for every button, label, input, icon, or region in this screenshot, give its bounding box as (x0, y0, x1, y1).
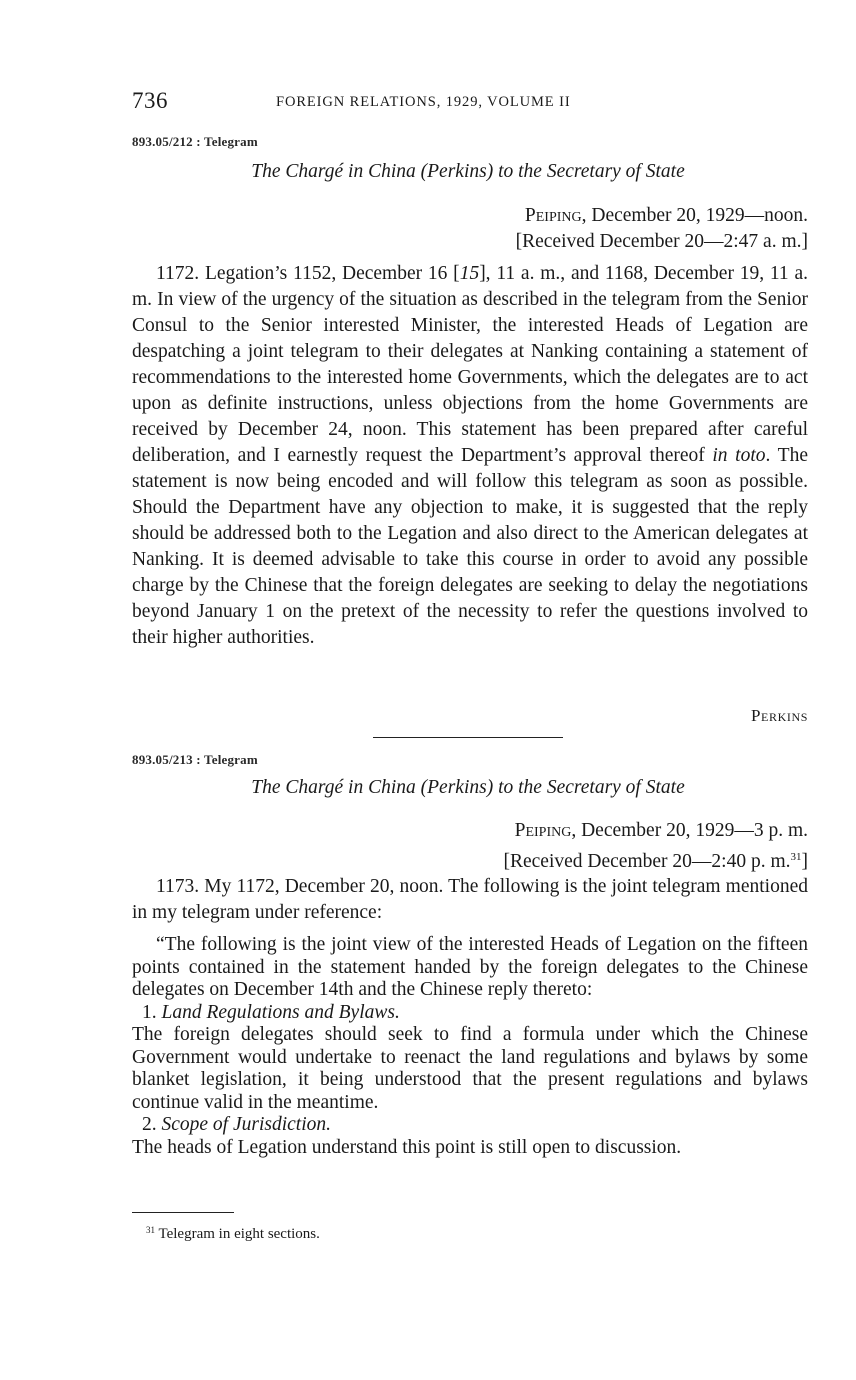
point-number: 1. (142, 1001, 157, 1023)
telegram-body: 1173. My 1172, December 20, noon. The following is the joint telegram mentioned in my telegram under reference: (132, 876, 808, 923)
document-title: The Chargé in China (Perkins) to the Secretary of State (251, 777, 685, 798)
quote-intro: “The following is the joint view of the interested Heads of Legation on the fifteen points contained in the statement handed by the foreign delegates to the Chinese delegates on December 14th and the Chinese reply thereto: (132, 934, 808, 1000)
body-text: 1172. Legation’s 1152, December 16 [ (156, 263, 460, 284)
point-heading (132, 1002, 808, 1025)
received-text: [Received December 20—2:40 p. m. (503, 851, 791, 872)
footnote-divider (132, 1212, 234, 1213)
point-number: 2. (142, 1114, 157, 1135)
dateline-date: , December 20, 1929—3 p. m. (571, 820, 808, 841)
body-italic: 15 (459, 263, 480, 284)
received-note (504, 844, 809, 875)
dateline-place: Peiping (524, 205, 582, 226)
dateline-place: Peiping (514, 820, 572, 841)
section-divider (373, 737, 563, 738)
page-number: 736 (132, 88, 168, 113)
footnote-text: Telegram in eight sections. (158, 1226, 320, 1242)
dateline (516, 203, 808, 255)
running-head: FOREIGN RELATIONS, 1929, VOLUME II (276, 94, 571, 110)
body-text: ], 11 a. m., and 1168, December 19, 11 a. m. In view of the urgency of the situation as described in the telegram from the Senior Consul to the Senior interested Minister, the interested Heads of Legation are despatching a joint telegram to their delegates at Nanking containing a statement of recommendations to the interested home Governments, which the delegates are to act upon as definite instructions, unless objections from the home Governments are received by December 24, noon. This statement has been prepared after careful deliberation, and I earnestly request the Department’s approval thereof (132, 263, 808, 466)
telegram-body (132, 261, 808, 651)
body-italic: in toto (712, 445, 766, 466)
footnote (146, 1225, 320, 1243)
point-text: The heads of Legation understand this point is still open to discussion. (132, 1136, 682, 1158)
dateline (504, 818, 809, 875)
signature: Perkins (751, 706, 808, 725)
point-heading (132, 1114, 808, 1137)
body-text: . The statement is now being encoded and will follow this telegram as soon as possible. Should the Department have any objection to make, it is suggested that the reply should be addressed both to the Legation and also direct to the American delegates at Nanking. It is deemed advisable to take this course in order to avoid any possible charge by the Chinese that the foreign delegates are seeking to delay the negotiations beyond January 1 on the pretext of the necessity to refer the questions involved to their higher authorities. (132, 445, 808, 648)
received-note: [Received December 20—2:47 a. m.] (515, 231, 808, 252)
file-reference: 893.05/212 : Telegram (132, 134, 258, 149)
page-header (132, 88, 812, 118)
document-title: The Chargé in China (Perkins) to the Secretary of State (251, 161, 685, 182)
footnote-reference: 31 (790, 851, 802, 863)
point-text: The foreign delegates should seek to find a formula under which the Chinese Government would undertake to reenact the land regulations and bylaws by some blanket legislation, it being understood that the present regulations and bylaws continue valid in the meantime. (132, 1024, 808, 1113)
point-title: Land Regulations and Bylaws. (161, 1001, 400, 1023)
file-reference: 893.05/213 : Telegram (132, 752, 258, 767)
point-title: Scope of Jurisdiction. (161, 1114, 332, 1135)
dateline-date: , December 20, 1929—noon. (581, 205, 808, 226)
footnote-marker: 31 (146, 1225, 155, 1235)
received-close: ] (801, 851, 808, 872)
joint-telegram-quote (132, 934, 808, 1159)
